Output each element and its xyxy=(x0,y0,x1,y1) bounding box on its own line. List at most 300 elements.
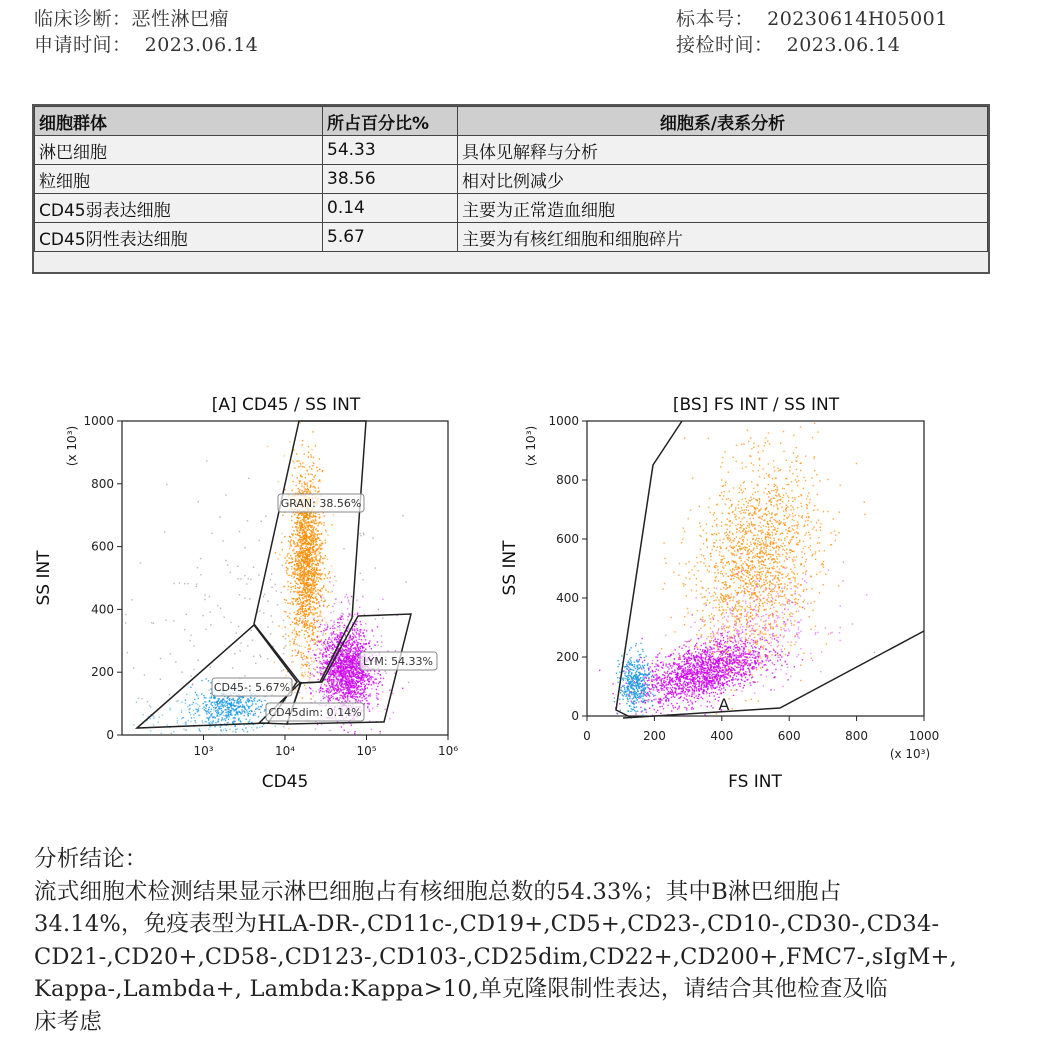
specimen-line xyxy=(676,4,948,31)
event-dot xyxy=(198,501,199,502)
event-dot xyxy=(758,584,759,585)
event-dot xyxy=(315,580,316,581)
event-dot xyxy=(185,721,186,722)
event-dot xyxy=(319,648,320,649)
event-dot xyxy=(299,603,300,604)
event-dot xyxy=(715,565,716,566)
event-dot xyxy=(315,660,316,661)
event-dot xyxy=(319,517,320,518)
event-dot xyxy=(725,573,726,574)
event-dot xyxy=(318,577,319,578)
event-dot xyxy=(237,707,238,708)
event-dot xyxy=(283,653,284,654)
event-dot xyxy=(231,702,232,703)
event-dot xyxy=(303,619,304,620)
event-dot xyxy=(725,482,726,483)
event-dot xyxy=(758,445,759,446)
event-dot xyxy=(297,589,298,590)
event-dot xyxy=(377,706,378,707)
event-dot xyxy=(228,707,229,708)
event-dot xyxy=(306,489,307,490)
event-dot xyxy=(794,581,795,582)
event-dot xyxy=(312,640,313,641)
event-dot xyxy=(203,695,204,696)
event-dot xyxy=(348,661,349,662)
event-dot xyxy=(289,441,290,442)
event-dot xyxy=(319,561,320,562)
event-dot xyxy=(177,720,178,721)
event-dot xyxy=(274,662,275,663)
event-dot xyxy=(310,590,311,591)
event-dot xyxy=(300,422,301,423)
event-dot xyxy=(282,565,283,566)
event-dot xyxy=(313,530,314,531)
event-dot xyxy=(750,569,751,570)
event-dot xyxy=(321,533,322,534)
event-dot xyxy=(308,612,309,613)
event-dot xyxy=(262,704,263,705)
event-dot xyxy=(288,563,289,564)
event-dot xyxy=(183,729,184,730)
event-dot xyxy=(206,713,207,714)
event-dot xyxy=(776,582,777,583)
event-dot xyxy=(312,482,313,483)
event-dot xyxy=(234,702,235,703)
event-dot xyxy=(340,676,341,677)
event-dot xyxy=(245,727,246,728)
event-dot xyxy=(303,563,304,564)
event-dot xyxy=(373,683,374,684)
event-dot xyxy=(351,687,352,688)
event-dot xyxy=(234,714,235,715)
event-dot xyxy=(321,523,322,524)
event-dot xyxy=(197,567,198,568)
event-dot xyxy=(376,678,377,679)
event-dot xyxy=(309,529,310,530)
event-dot xyxy=(300,545,301,546)
event-dot xyxy=(216,702,217,703)
event-dot xyxy=(304,569,305,570)
event-dot xyxy=(759,585,760,586)
event-dot xyxy=(301,607,302,608)
event-dot xyxy=(331,565,332,566)
event-dot xyxy=(348,673,349,674)
event-dot xyxy=(338,692,339,693)
event-dot xyxy=(296,631,297,632)
event-dot xyxy=(250,697,251,698)
event-dot xyxy=(312,474,313,475)
event-dot xyxy=(205,721,206,722)
event-dot xyxy=(305,550,306,551)
event-dot xyxy=(334,687,335,688)
event-dot xyxy=(326,629,327,630)
event-dot xyxy=(319,661,320,662)
event-dot xyxy=(359,631,360,632)
event-dot xyxy=(159,717,160,718)
event-dot xyxy=(345,687,346,688)
event-dot xyxy=(320,668,321,669)
event-dot xyxy=(331,682,332,683)
event-dot xyxy=(309,665,310,666)
event-dot xyxy=(312,547,313,548)
event-dot xyxy=(315,587,316,588)
event-dot xyxy=(198,728,199,729)
event-dot xyxy=(346,689,347,690)
event-dot xyxy=(331,684,332,685)
event-dot xyxy=(315,551,316,552)
event-dot xyxy=(317,667,318,668)
event-dot xyxy=(332,667,333,668)
event-dot xyxy=(208,680,209,681)
event-dot xyxy=(223,730,224,731)
event-dot xyxy=(316,528,317,529)
event-dot xyxy=(758,509,759,510)
event-dot xyxy=(763,584,764,585)
event-dot xyxy=(140,562,141,563)
event-dot xyxy=(313,580,314,581)
event-dot xyxy=(328,674,329,675)
event-dot xyxy=(335,670,336,671)
event-dot xyxy=(295,537,296,538)
event-dot xyxy=(244,547,245,548)
event-dot xyxy=(228,713,229,714)
event-dot xyxy=(343,663,344,664)
event-dot xyxy=(312,690,313,691)
event-dot xyxy=(255,703,256,704)
event-dot xyxy=(735,604,736,605)
event-dot xyxy=(330,730,331,731)
event-dot xyxy=(347,651,348,652)
event-dot xyxy=(306,484,307,485)
event-dot xyxy=(374,671,375,672)
event-dot xyxy=(201,693,202,694)
event-dot xyxy=(312,565,313,566)
event-dot xyxy=(687,612,688,613)
event-dot xyxy=(313,668,314,669)
event-dot xyxy=(288,586,289,587)
event-dot xyxy=(333,585,334,586)
event-dot xyxy=(759,516,760,517)
event-dot xyxy=(356,684,357,685)
event-dot xyxy=(354,665,355,666)
event-dot xyxy=(309,517,310,518)
event-dot xyxy=(767,570,768,571)
event-dot xyxy=(317,645,318,646)
event-dot xyxy=(366,677,367,678)
event-dot xyxy=(327,678,328,679)
event-dot xyxy=(177,700,178,701)
event-dot xyxy=(714,592,715,593)
event-dot xyxy=(333,611,334,612)
event-dot xyxy=(326,531,327,532)
event-dot xyxy=(298,579,299,580)
event-dot xyxy=(306,665,307,666)
event-dot xyxy=(193,702,194,703)
event-dot xyxy=(323,660,324,661)
event-dot xyxy=(257,701,258,702)
event-dot xyxy=(351,681,352,682)
event-dot xyxy=(169,694,170,695)
event-dot xyxy=(302,581,303,582)
event-dot xyxy=(242,711,243,712)
event-dot xyxy=(346,650,347,651)
event-dot xyxy=(248,478,249,479)
event-dot xyxy=(349,667,350,668)
event-dot xyxy=(216,703,217,704)
event-dot xyxy=(217,734,218,735)
event-dot xyxy=(217,721,218,722)
col-header-percent: 所占百分比% xyxy=(323,107,458,136)
event-dot xyxy=(312,609,313,610)
event-dot xyxy=(296,566,297,567)
event-dot xyxy=(295,636,296,637)
event-dot xyxy=(226,712,227,713)
event-dot xyxy=(315,445,316,446)
event-dot xyxy=(337,667,338,668)
event-dot xyxy=(753,535,754,536)
event-dot xyxy=(327,641,328,642)
event-dot xyxy=(357,674,358,675)
event-dot xyxy=(315,519,316,520)
event-dot xyxy=(341,684,342,685)
event-dot xyxy=(220,726,221,727)
event-dot xyxy=(340,632,341,633)
event-dot xyxy=(345,685,346,686)
event-dot xyxy=(306,630,307,631)
event-dot xyxy=(360,629,361,630)
event-dot xyxy=(328,645,329,646)
event-dot xyxy=(188,720,189,721)
event-dot xyxy=(392,693,393,694)
event-dot xyxy=(310,674,311,675)
event-dot xyxy=(343,693,344,694)
event-dot xyxy=(318,657,319,658)
event-dot xyxy=(324,628,325,629)
event-dot xyxy=(307,570,308,571)
event-dot xyxy=(247,731,248,732)
event-dot xyxy=(211,722,212,723)
event-dot xyxy=(207,710,208,711)
event-dot xyxy=(131,599,132,600)
event-dot xyxy=(331,689,332,690)
event-dot xyxy=(381,635,382,636)
event-dot xyxy=(373,681,374,682)
event-dot xyxy=(314,588,315,589)
event-dot xyxy=(294,581,295,582)
event-dot xyxy=(169,709,170,710)
event-dot xyxy=(336,665,337,666)
event-dot xyxy=(195,713,196,714)
event-dot xyxy=(263,612,264,613)
event-dot xyxy=(231,715,232,716)
event-dot xyxy=(306,597,307,598)
event-dot xyxy=(323,585,324,586)
event-dot xyxy=(319,545,320,546)
event-dot xyxy=(755,643,756,644)
event-dot xyxy=(346,594,347,595)
event-dot xyxy=(300,652,301,653)
event-dot xyxy=(238,718,239,719)
event-dot xyxy=(306,491,307,492)
event-dot xyxy=(343,680,344,681)
event-dot xyxy=(279,554,280,555)
event-dot xyxy=(351,645,352,646)
event-dot xyxy=(297,603,298,604)
event-dot xyxy=(259,727,260,728)
event-dot xyxy=(292,604,293,605)
event-dot xyxy=(302,525,303,526)
event-dot xyxy=(177,718,178,719)
event-dot xyxy=(312,525,313,526)
event-dot xyxy=(338,653,339,654)
event-dot xyxy=(356,670,357,671)
event-dot xyxy=(303,514,304,515)
event-dot xyxy=(305,532,306,533)
event-dot xyxy=(332,696,333,697)
event-dot xyxy=(374,673,375,674)
event-dot xyxy=(356,621,357,622)
event-dot xyxy=(296,655,297,656)
event-dot xyxy=(320,557,321,558)
event-dot xyxy=(369,675,370,676)
event-dot xyxy=(367,706,368,707)
event-dot xyxy=(743,524,744,525)
event-dot xyxy=(312,630,313,631)
event-dot xyxy=(222,719,223,720)
event-dot xyxy=(328,689,329,690)
event-dot xyxy=(765,442,766,443)
event-dot xyxy=(297,542,298,543)
event-dot xyxy=(193,645,194,646)
event-dot xyxy=(314,546,315,547)
event-dot xyxy=(297,555,298,556)
event-dot xyxy=(350,644,351,645)
event-dot xyxy=(293,591,294,592)
event-dot xyxy=(710,596,711,597)
event-dot xyxy=(320,481,321,482)
event-dot xyxy=(333,670,334,671)
event-dot xyxy=(181,718,182,719)
event-dot xyxy=(771,523,772,524)
event-dot xyxy=(308,645,309,646)
event-dot xyxy=(248,708,249,709)
event-dot xyxy=(321,545,322,546)
event-dot xyxy=(290,542,291,543)
cell-population: 粒细胞 xyxy=(35,165,323,194)
event-dot xyxy=(281,670,282,671)
event-dot xyxy=(342,656,343,657)
event-dot xyxy=(333,622,334,623)
event-dot xyxy=(306,614,307,615)
event-dot xyxy=(311,521,312,522)
event-dot xyxy=(347,655,348,656)
event-dot xyxy=(303,529,304,530)
event-dot xyxy=(364,680,365,681)
event-dot xyxy=(371,648,372,649)
event-dot xyxy=(308,523,309,524)
event-dot xyxy=(336,690,337,691)
event-dot xyxy=(302,537,303,538)
event-dot xyxy=(308,526,309,527)
event-dot xyxy=(288,557,289,558)
event-dot xyxy=(312,533,313,534)
event-dot xyxy=(319,534,320,535)
event-dot xyxy=(304,638,305,639)
event-dot xyxy=(224,704,225,705)
event-dot xyxy=(356,644,357,645)
event-dot xyxy=(332,679,333,680)
event-dot xyxy=(763,492,764,493)
event-dot xyxy=(323,604,324,605)
event-dot xyxy=(362,671,363,672)
event-dot xyxy=(366,630,367,631)
event-dot xyxy=(296,517,297,518)
event-dot xyxy=(310,609,311,610)
event-dot xyxy=(322,691,323,692)
event-dot xyxy=(356,651,357,652)
event-dot xyxy=(743,539,744,540)
event-dot xyxy=(716,518,717,519)
event-dot xyxy=(317,607,318,608)
event-dot xyxy=(291,539,292,540)
event-dot xyxy=(191,704,192,705)
event-dot xyxy=(354,686,355,687)
event-dot xyxy=(312,568,313,569)
event-dot xyxy=(301,513,302,514)
event-dot xyxy=(307,637,308,638)
cell-population: 淋巴细胞 xyxy=(35,136,323,165)
event-dot xyxy=(303,532,304,533)
event-dot xyxy=(236,712,237,713)
event-dot xyxy=(310,698,311,699)
event-dot xyxy=(342,648,343,649)
event-dot xyxy=(376,689,377,690)
event-dot xyxy=(348,628,349,629)
event-dot xyxy=(348,616,349,617)
event-dot xyxy=(735,621,736,622)
event-dot xyxy=(340,651,341,652)
event-dot xyxy=(197,695,198,696)
event-dot xyxy=(326,664,327,665)
event-dot xyxy=(306,628,307,629)
event-dot xyxy=(218,716,219,717)
event-dot xyxy=(316,641,317,642)
event-dot xyxy=(767,583,768,584)
y-tick-label: 600 xyxy=(91,539,114,554)
event-dot xyxy=(380,731,381,732)
event-dot xyxy=(299,517,300,518)
event-dot xyxy=(330,639,331,640)
event-dot xyxy=(327,689,328,690)
event-dot xyxy=(349,674,350,675)
cell-analysis: 主要为正常造血细胞 xyxy=(458,194,988,223)
event-dot xyxy=(325,661,326,662)
event-dot xyxy=(360,646,361,647)
event-dot xyxy=(728,513,729,514)
event-dot xyxy=(241,709,242,710)
event-dot xyxy=(354,630,355,631)
event-dot xyxy=(307,543,308,544)
event-dot xyxy=(365,649,366,650)
event-dot xyxy=(333,620,334,621)
event-dot xyxy=(316,691,317,692)
event-dot xyxy=(325,539,326,540)
event-dot xyxy=(358,633,359,634)
event-dot xyxy=(319,590,320,591)
event-dot xyxy=(347,680,348,681)
event-dot xyxy=(242,704,243,705)
event-dot xyxy=(218,703,219,704)
